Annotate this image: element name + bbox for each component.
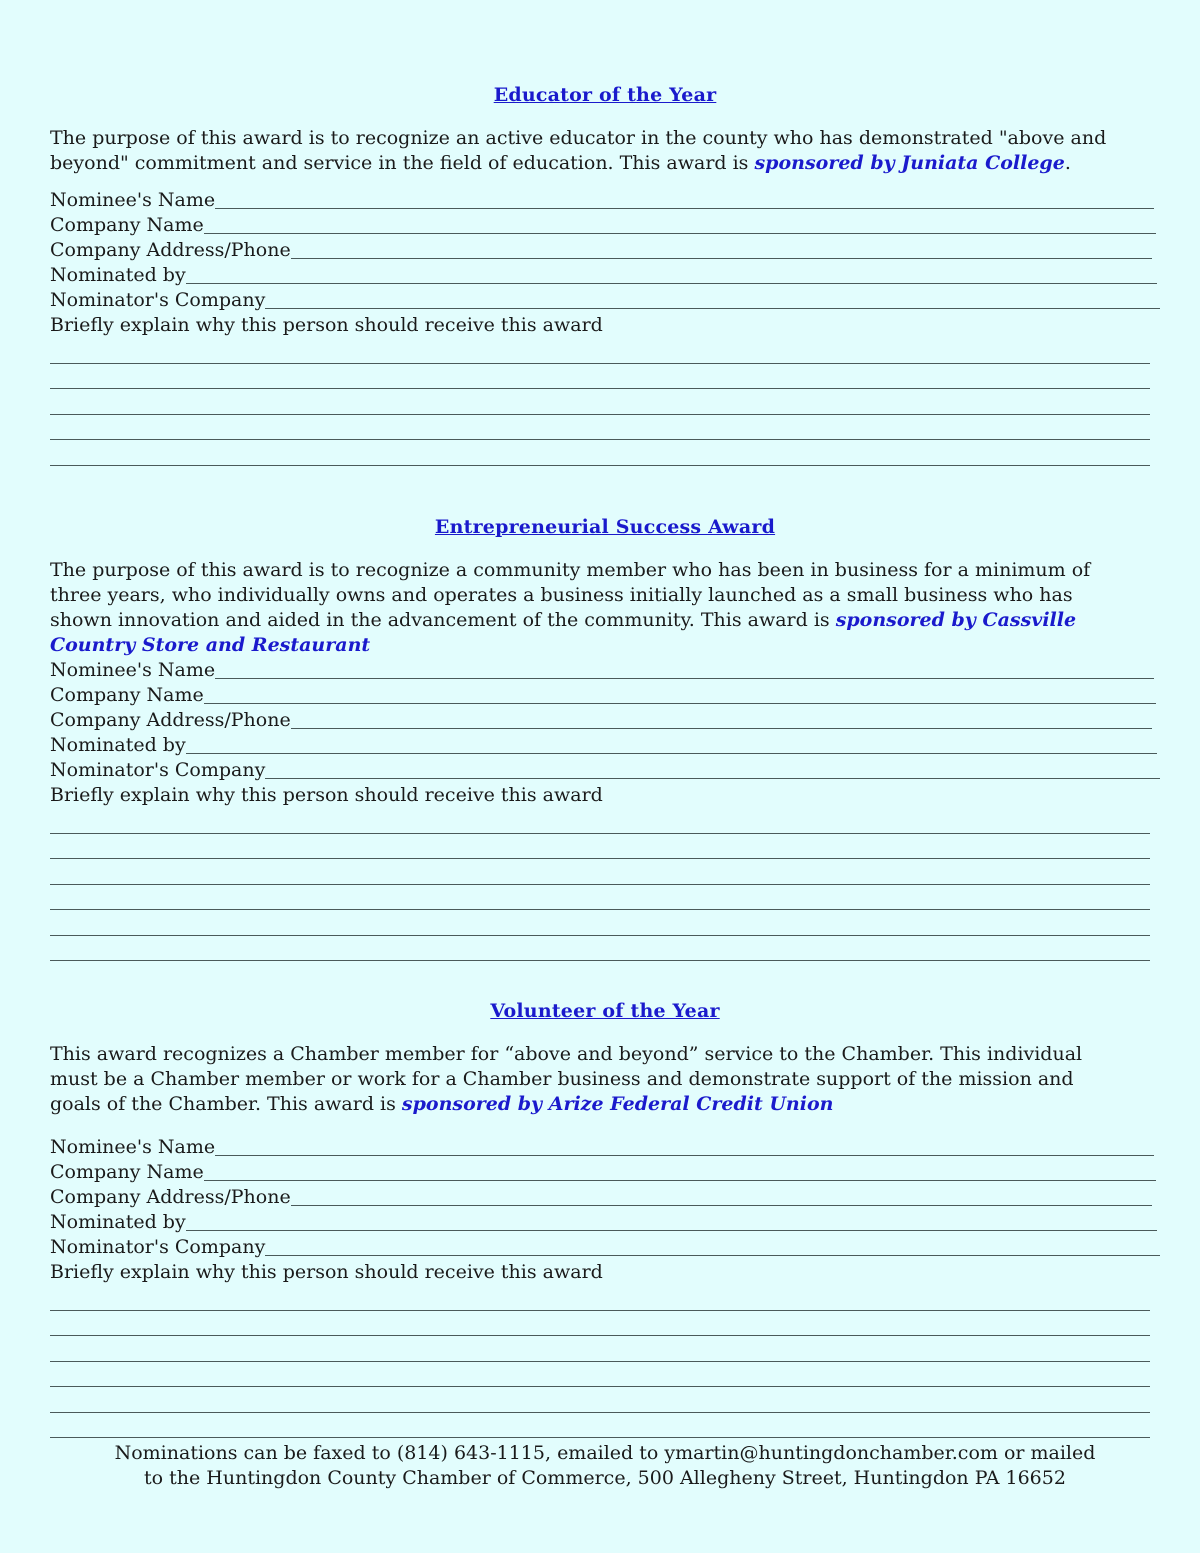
field-label: Company Name (50, 214, 204, 236)
explanation-blank-line[interactable] (50, 338, 1150, 364)
field-line[interactable] (291, 257, 1152, 259)
field-list (50, 658, 1160, 961)
explanation-blank-line[interactable] (50, 1362, 1150, 1388)
explanation-lines[interactable] (50, 1285, 1160, 1438)
explanation-blank-line[interactable] (50, 936, 1150, 962)
company-address-phone-field[interactable] (50, 1185, 1160, 1210)
field-line[interactable] (265, 1254, 1160, 1256)
field-label: Nominated by (50, 264, 186, 286)
description-end: . (1064, 152, 1071, 174)
field-list (50, 188, 1160, 466)
explanation-blank-line[interactable] (50, 859, 1150, 885)
section-volunteer (50, 1000, 1160, 1438)
explanation-prompt: Briefly explain why this person should receive this award (50, 784, 603, 806)
company-name-field[interactable] (50, 1160, 1160, 1185)
field-line[interactable] (215, 677, 1154, 679)
sponsor-text: sponsored by Cassville Country Store and Restaurant (50, 609, 1077, 656)
section-educator (50, 84, 1160, 466)
section-entrepreneurial (50, 516, 1160, 961)
company-address-phone-field[interactable] (50, 708, 1160, 733)
explanation-blank-line[interactable] (50, 885, 1150, 911)
nominator-company-field[interactable] (50, 758, 1160, 783)
field-line[interactable] (204, 702, 1156, 704)
field-label: Nominated by (50, 734, 186, 756)
field-label: Nominator's Company (50, 1236, 266, 1258)
explanation-blank-line[interactable] (50, 834, 1150, 860)
sponsor-text: sponsored by Juniata College (754, 152, 1065, 174)
explanation-lines[interactable] (50, 338, 1160, 466)
field-line[interactable] (186, 282, 1157, 284)
nominated-by-field[interactable] (50, 263, 1160, 288)
section-description (50, 126, 1130, 176)
field-line[interactable] (204, 232, 1156, 234)
field-line[interactable] (291, 1204, 1152, 1206)
explanation-blank-line[interactable] (50, 1413, 1150, 1439)
explanation-prompt: Briefly explain why this person should receive this award (50, 1261, 603, 1283)
section-title: Volunteer of the Year (490, 1000, 720, 1022)
company-name-field[interactable] (50, 683, 1160, 708)
nominated-by-field[interactable] (50, 1210, 1160, 1235)
nominee-name-field[interactable] (50, 1135, 1160, 1160)
description-text: This award recognizes a Chamber member for “above and beyond” service to the Chamber. This individual must be a Chamber member or work for a Chamber business and demonstrate support of the mission and goals of the Chamber. This award is (50, 1043, 1083, 1115)
explanation-blank-line[interactable] (50, 1311, 1150, 1337)
explanation-blank-line[interactable] (50, 1336, 1150, 1362)
description-text: The purpose of this award is to recognize a community member who has been in business for a minimum of three years, who individually owns and operates a business initially launched as a small business who has shown innovation and aided in the advancement of the community. This award is (50, 559, 1091, 631)
field-label: Nominator's Company (50, 289, 266, 311)
explanation-blank-line[interactable] (50, 389, 1150, 415)
field-label: Company Name (50, 684, 204, 706)
explanation-blank-line[interactable] (50, 1387, 1150, 1413)
field-label: Company Address/Phone (50, 239, 291, 261)
footer-line-2: to the Huntingdon County Chamber of Commerce, 500 Allegheny Street, Huntingdon PA 16652 (144, 1467, 1066, 1489)
field-line[interactable] (265, 307, 1160, 309)
explanation-blank-line[interactable] (50, 415, 1150, 441)
field-label: Company Address/Phone (50, 1186, 291, 1208)
field-label: Nominee's Name (50, 189, 216, 211)
section-title: Educator of the Year (493, 84, 717, 106)
company-address-phone-field[interactable] (50, 238, 1160, 263)
section-description (50, 1042, 1130, 1117)
field-label: Nominated by (50, 1211, 186, 1233)
explanation-blank-line[interactable] (50, 910, 1150, 936)
field-line[interactable] (204, 1179, 1156, 1181)
explanation-blank-line[interactable] (50, 364, 1150, 390)
field-label: Nominator's Company (50, 759, 266, 781)
field-label: Nominee's Name (50, 1136, 216, 1158)
field-line[interactable] (265, 777, 1160, 779)
explanation-blank-line[interactable] (50, 808, 1150, 834)
nominated-by-field[interactable] (50, 733, 1160, 758)
sponsor-text: sponsored by Arize Federal Credit Union (401, 1093, 834, 1115)
footer-line-1: Nominations can be faxed to (814) 643-1115, emailed to ymartin@huntingdonchamber.com or mailed (114, 1442, 1096, 1464)
explanation-prompt: Briefly explain why this person should receive this award (50, 314, 603, 336)
field-list (50, 1135, 1160, 1438)
explanation-blank-line[interactable] (50, 440, 1150, 466)
explanation-lines[interactable] (50, 808, 1160, 961)
field-line[interactable] (215, 207, 1154, 209)
section-title: Entrepreneurial Success Award (434, 516, 776, 538)
nominator-company-field[interactable] (50, 288, 1160, 313)
field-label: Company Address/Phone (50, 709, 291, 731)
nominee-name-field[interactable] (50, 188, 1160, 213)
company-name-field[interactable] (50, 213, 1160, 238)
footer-contact (50, 1441, 1160, 1491)
description-text: The purpose of this award is to recognize an active educator in the county who has demonstrated "above and beyond" commitment and service in the field of education. This award is (50, 127, 1107, 174)
field-label: Nominee's Name (50, 659, 216, 681)
field-label: Company Name (50, 1161, 204, 1183)
section-description (50, 558, 1130, 658)
explanation-blank-line[interactable] (50, 1285, 1150, 1311)
nominator-company-field[interactable] (50, 1235, 1160, 1260)
field-line[interactable] (186, 752, 1157, 754)
field-line[interactable] (186, 1229, 1157, 1231)
nominee-name-field[interactable] (50, 658, 1160, 683)
field-line[interactable] (291, 727, 1152, 729)
field-line[interactable] (215, 1154, 1154, 1156)
